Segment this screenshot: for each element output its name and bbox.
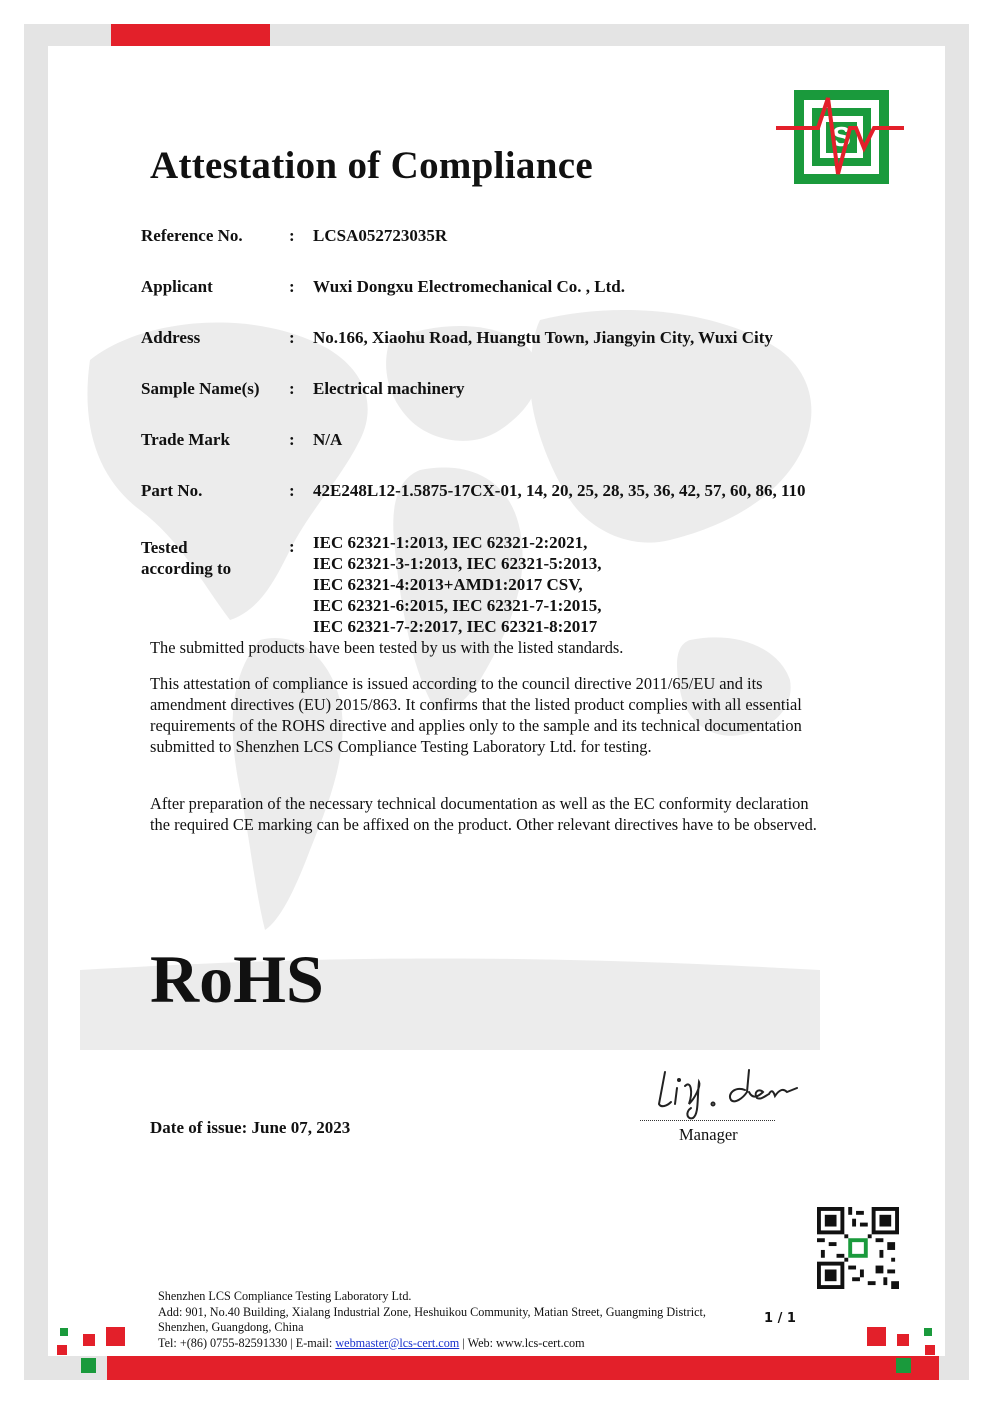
paragraph-tested-statement: The submitted products have been tested by us with the listed standards.	[150, 638, 624, 657]
signatory-title: Manager	[679, 1125, 738, 1144]
field-label	[141, 537, 291, 579]
footer-email-link[interactable]: webmaster@lcs-cert.com	[335, 1335, 460, 1350]
standard-line: IEC 62321-4:2013+AMD1:2017 CSV,	[313, 575, 583, 594]
field-label: Trade Mark	[141, 430, 230, 449]
date-of-issue: Date of issue: June 07, 2023	[150, 1118, 351, 1137]
standard-line: IEC 62321-3-1:2013, IEC 62321-5:2013,	[313, 554, 602, 573]
decor-square	[106, 1327, 125, 1346]
field-colon: :	[289, 481, 295, 500]
field-label: Address	[141, 328, 201, 347]
field-label: Reference No.	[141, 226, 243, 245]
field-value: No.166, Xiaohu Road, Huangtu Town, Jiangyin City, Wuxi City	[313, 328, 773, 347]
decor-square	[81, 1358, 96, 1373]
signature-line	[640, 1120, 775, 1121]
field-value: 42E248L12-1.5875-17CX-01, 14, 20, 25, 28, 35, 36, 42, 57, 60, 86, 110	[313, 481, 806, 500]
decor-square	[896, 1358, 911, 1373]
field-colon: :	[289, 430, 295, 449]
decor-square	[57, 1345, 67, 1355]
footer-company: Shenzhen LCS Compliance Testing Laboratory Ltd.	[158, 1289, 412, 1303]
rohs-mark: RoHS	[150, 941, 324, 1017]
decor-square	[83, 1334, 95, 1346]
lcs-logo-icon	[776, 86, 906, 186]
decor-square	[867, 1327, 886, 1346]
field-value: LCSA052723035R	[313, 226, 448, 245]
field-label: Part No.	[141, 481, 203, 500]
standard-line: IEC 62321-6:2015, IEC 62321-7-1:2015,	[313, 596, 602, 615]
tested-label-line2: according to	[141, 559, 232, 578]
document-title: Attestation of Compliance	[150, 144, 593, 187]
footer-tel: Tel: +(86) 0755-82591330 | E-mail:	[158, 1335, 336, 1350]
svg-text:S: S	[832, 121, 851, 152]
field-label: Applicant	[141, 277, 213, 296]
paragraph-attestation: This attestation of compliance is issued according to the council directive 2011/65/EU and its amendment directives (EU) 2015/863. It confirms that the listed product complies with all essential requirements of the ROHS directive and applies only to the sample and its technical documentation submitted to Shenzhen LCS Compliance Testing Laboratory Ltd. for testing.	[150, 674, 802, 756]
decor-square	[924, 1328, 932, 1336]
field-value: N/A	[313, 430, 343, 449]
field-colon: :	[289, 328, 295, 347]
footer-address: Add: 901, No.40 Building, Xialang Industrial Zone, Heshuikou Community, Matian Street, Guangming District,	[158, 1304, 706, 1319]
decor-square	[897, 1334, 909, 1346]
paragraph-ce-marking: After preparation of the necessary technical documentation as well as the EC conformity declaration the required CE marking can be affixed on the product. Other relevant directives have to be observed.	[150, 794, 817, 834]
decor-square	[60, 1328, 68, 1336]
field-label: Sample Name(s)	[141, 379, 260, 398]
footer-web: | Web: www.lcs-cert.com	[459, 1335, 585, 1350]
footer-address-block	[158, 1289, 768, 1351]
bottom-red-bar	[107, 1356, 939, 1380]
standard-line: IEC 62321-1:2013, IEC 62321-2:2021,	[313, 533, 588, 552]
field-colon: :	[289, 537, 295, 556]
field-colon: :	[289, 277, 295, 296]
field-value: Wuxi Dongxu Electromechanical Co. , Ltd.	[313, 277, 625, 296]
footer-city: Shenzhen, Guangdong, China	[158, 1320, 304, 1334]
standards-list	[313, 532, 602, 637]
decor-square	[925, 1345, 935, 1355]
field-colon: :	[289, 226, 295, 245]
tested-label-line1: Tested	[141, 538, 188, 557]
manager-signature	[655, 1052, 805, 1122]
qr-code-icon[interactable]	[817, 1207, 899, 1289]
top-red-bar	[111, 24, 270, 46]
field-colon: :	[289, 379, 295, 398]
page-number: 1 / 1	[764, 1311, 796, 1326]
field-value: Electrical machinery	[313, 379, 465, 398]
standard-line: IEC 62321-7-2:2017, IEC 62321-8:2017	[313, 617, 598, 636]
